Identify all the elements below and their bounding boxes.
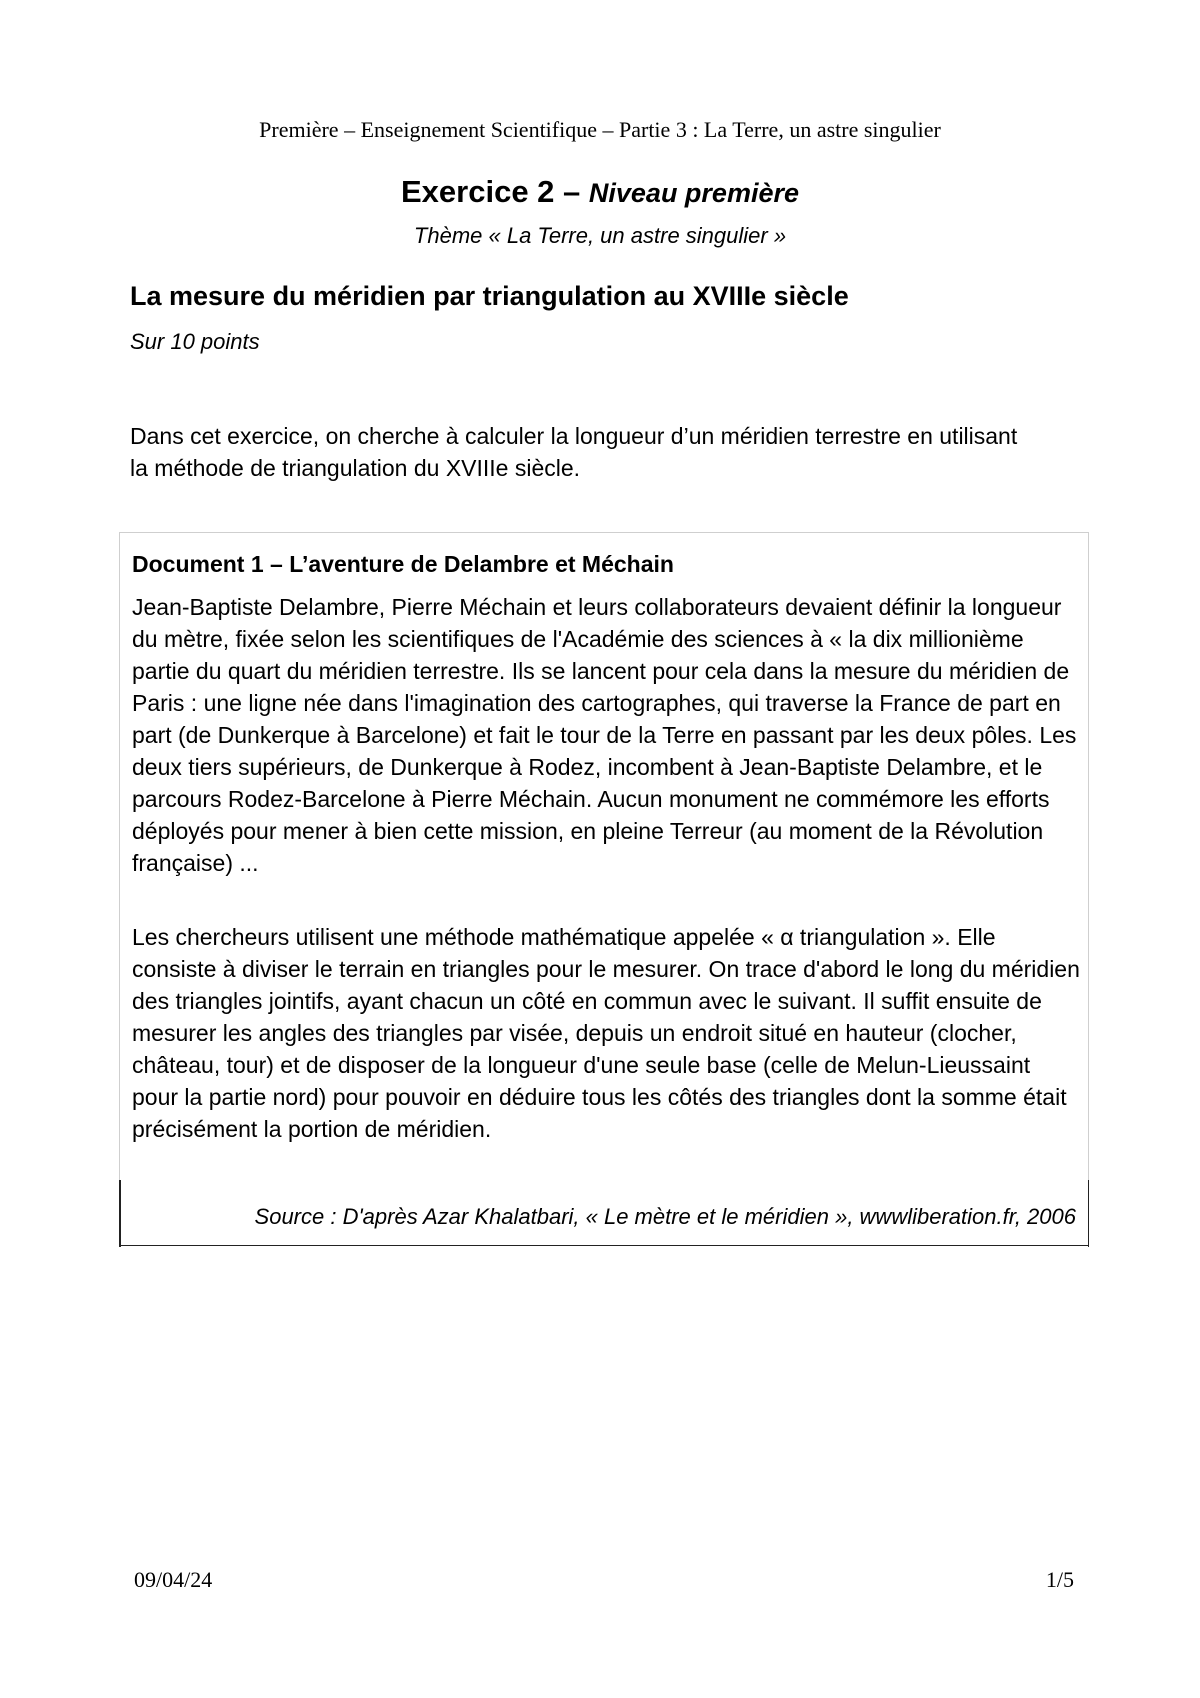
points-note: Sur 10 points [130, 329, 260, 354]
document-1-paragraph-2: Les chercheurs utilisent une méthode mathématique appelée « α triangulation ». Elle consiste à diviser le terrain en triangles pour le mesurer. On trace d'abord le long du méridien des triangles jointifs, ayant chacun un côté en commun avec le suivant. Il suffit ensuite de mesurer les angles des triangles par visée, depuis un endroit situé en hauteur (clocher, château, tour) et de disposer de la longueur d'une seule base (celle de Melun-Lieussaint pour la partie nord) pour pouvoir en déduire tous les côtés des triangles dont la somme était précisément la portion de méridien. [132, 924, 1080, 1142]
exercise-theme: Thème « La Terre, un astre singulier » [413, 223, 787, 248]
footer-date: 09/04/24 [134, 1567, 213, 1592]
intro-paragraph: Dans cet exercice, on cherche à calculer la longueur d’un méridien terrestre en utilisant la méthode de triangulation du XVIIIe siècle. [130, 423, 1018, 481]
exercise-level: Niveau première [588, 178, 799, 208]
document-1-title: Document 1 – L’aventure de Delambre et Méchain [132, 551, 674, 577]
footer-page-number: 1/5 [1045, 1567, 1074, 1592]
section-title: La mesure du méridien par triangulation au XVIIIe siècle [130, 281, 849, 311]
document-1-paragraph-1: Jean-Baptiste Delambre, Pierre Méchain et leurs collaborateurs devaient définir la longueur du mètre, fixée selon les scientifiques de l'Académie des sciences à « la dix millionième partie du quart du méridien terrestre. Ils se lancent pour cela dans la mesure du méridien de Paris : une ligne née dans l'imagination des cartographes, qui traverse la France de part en part (de Dunkerque à Barcelone) et fait le tour de la Terre en passant par les deux pôles. Les deux tiers supérieurs, de Dunkerque à Rodez, incombent à Jean-Baptiste Delambre, et le parcours Rodez-Barcelone à Pierre Méchain. Aucun monument ne commémore les efforts déployés pour mener à bien cette mission, en pleine Terreur (au moment de la Révolution française) ... [132, 594, 1077, 876]
running-header: Première – Enseignement Scientifique – Partie 3 : La Terre, un astre singulier [259, 117, 941, 142]
document-1-source: Source : D'après Azar Khalatbari, « Le mètre et le méridien », wwwliberation.fr, 2006 [254, 1204, 1076, 1229]
document-1-box [119, 532, 1089, 1246]
exercise-title [0, 172, 1200, 213]
exercise-number: Exercice 2 – [401, 174, 589, 209]
